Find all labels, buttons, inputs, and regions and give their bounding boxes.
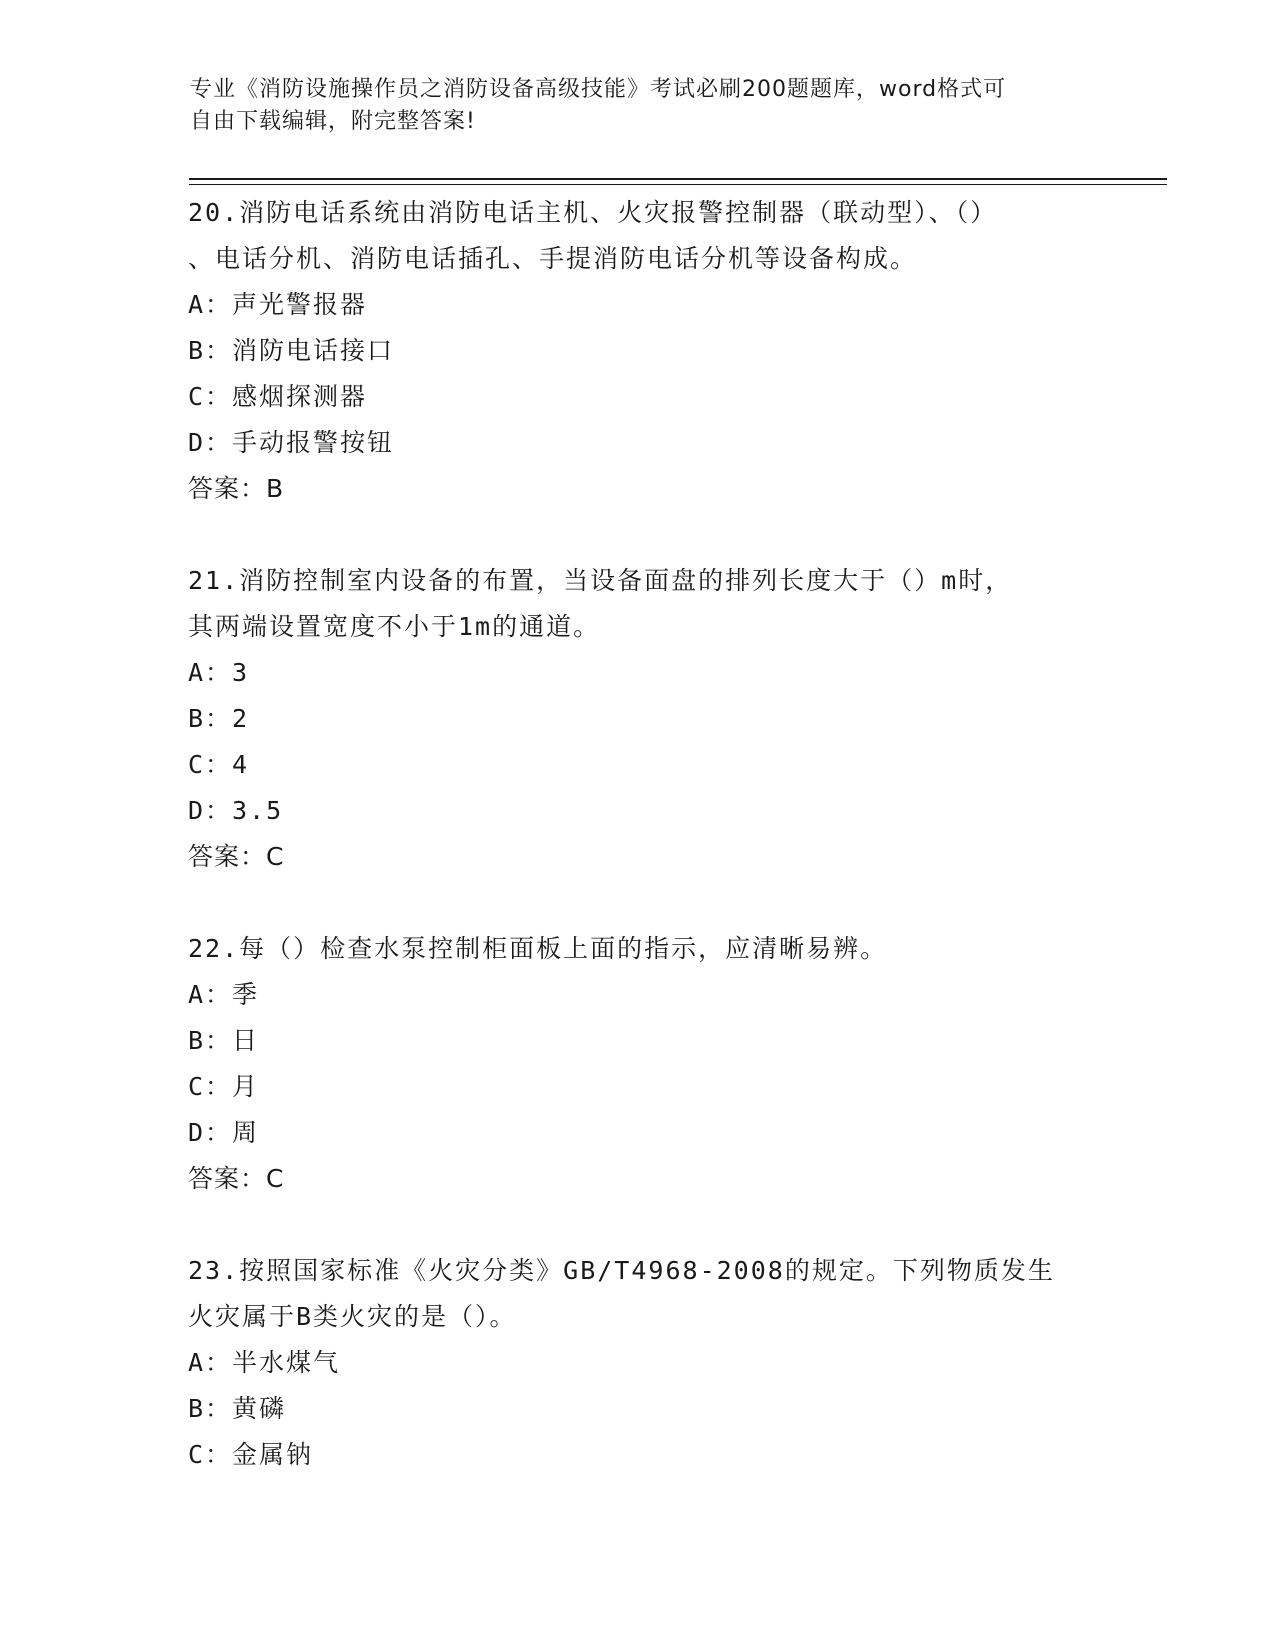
question-22 — [188, 926, 1088, 1202]
document-header — [190, 74, 1070, 138]
answer: 答案：B — [188, 474, 285, 503]
question-23 — [188, 1248, 1088, 1478]
header-line-2: 自由下载编辑，附完整答案! — [190, 109, 476, 134]
answer: 答案：C — [188, 842, 285, 871]
option-c: C：月 — [188, 1072, 260, 1101]
option-b: B：2 — [188, 704, 250, 733]
question-20 — [188, 190, 1088, 512]
question-text: 其两端设置宽度不小于1m的通道。 — [188, 612, 601, 641]
header-divider-thin — [189, 184, 1167, 185]
option-c: C：4 — [188, 750, 250, 779]
option-a: A：半水煤气 — [188, 1348, 341, 1377]
option-b: B：黄磷 — [188, 1394, 287, 1423]
header-line-1: 专业《消防设施操作员之消防设备高级技能》考试必刷200题题库，word格式可 — [190, 77, 1007, 102]
spacer — [188, 512, 1088, 558]
question-list — [188, 190, 1088, 1478]
question-text: 23.按照国家标准《火灾分类》GB/T4968-2008的规定。下列物质发生 — [188, 1256, 1055, 1285]
spacer — [188, 1202, 1088, 1248]
option-b: B：消防电话接口 — [188, 336, 395, 365]
option-a: A：3 — [188, 658, 250, 687]
question-text: 22.每（）检查水泵控制柜面板上面的指示，应清晰易辨。 — [188, 934, 888, 963]
question-text: 20.消防电话系统由消防电话主机、火灾报警控制器（联动型）、（） — [188, 198, 998, 227]
option-b: B：日 — [188, 1026, 260, 1055]
question-text: 火灾属于B类火灾的是（）。 — [188, 1302, 517, 1331]
question-text: 、电话分机、消防电话插孔、手提消防电话分机等设备构成。 — [188, 244, 918, 273]
option-c: C：金属钠 — [188, 1440, 314, 1469]
question-text: 21.消防控制室内设备的布置，当设备面盘的排列长度大于（）m时， — [188, 566, 1013, 595]
option-d: D：周 — [188, 1118, 260, 1147]
option-d: D：手动报警按钮 — [188, 428, 395, 457]
option-a: A：声光警报器 — [188, 290, 368, 319]
option-c: C：感烟探测器 — [188, 382, 368, 411]
question-21 — [188, 558, 1088, 880]
option-d: D：3.5 — [188, 796, 284, 825]
option-a: A：季 — [188, 980, 260, 1009]
header-divider-thick — [189, 178, 1167, 180]
spacer — [188, 880, 1088, 926]
answer: 答案：C — [188, 1164, 285, 1193]
